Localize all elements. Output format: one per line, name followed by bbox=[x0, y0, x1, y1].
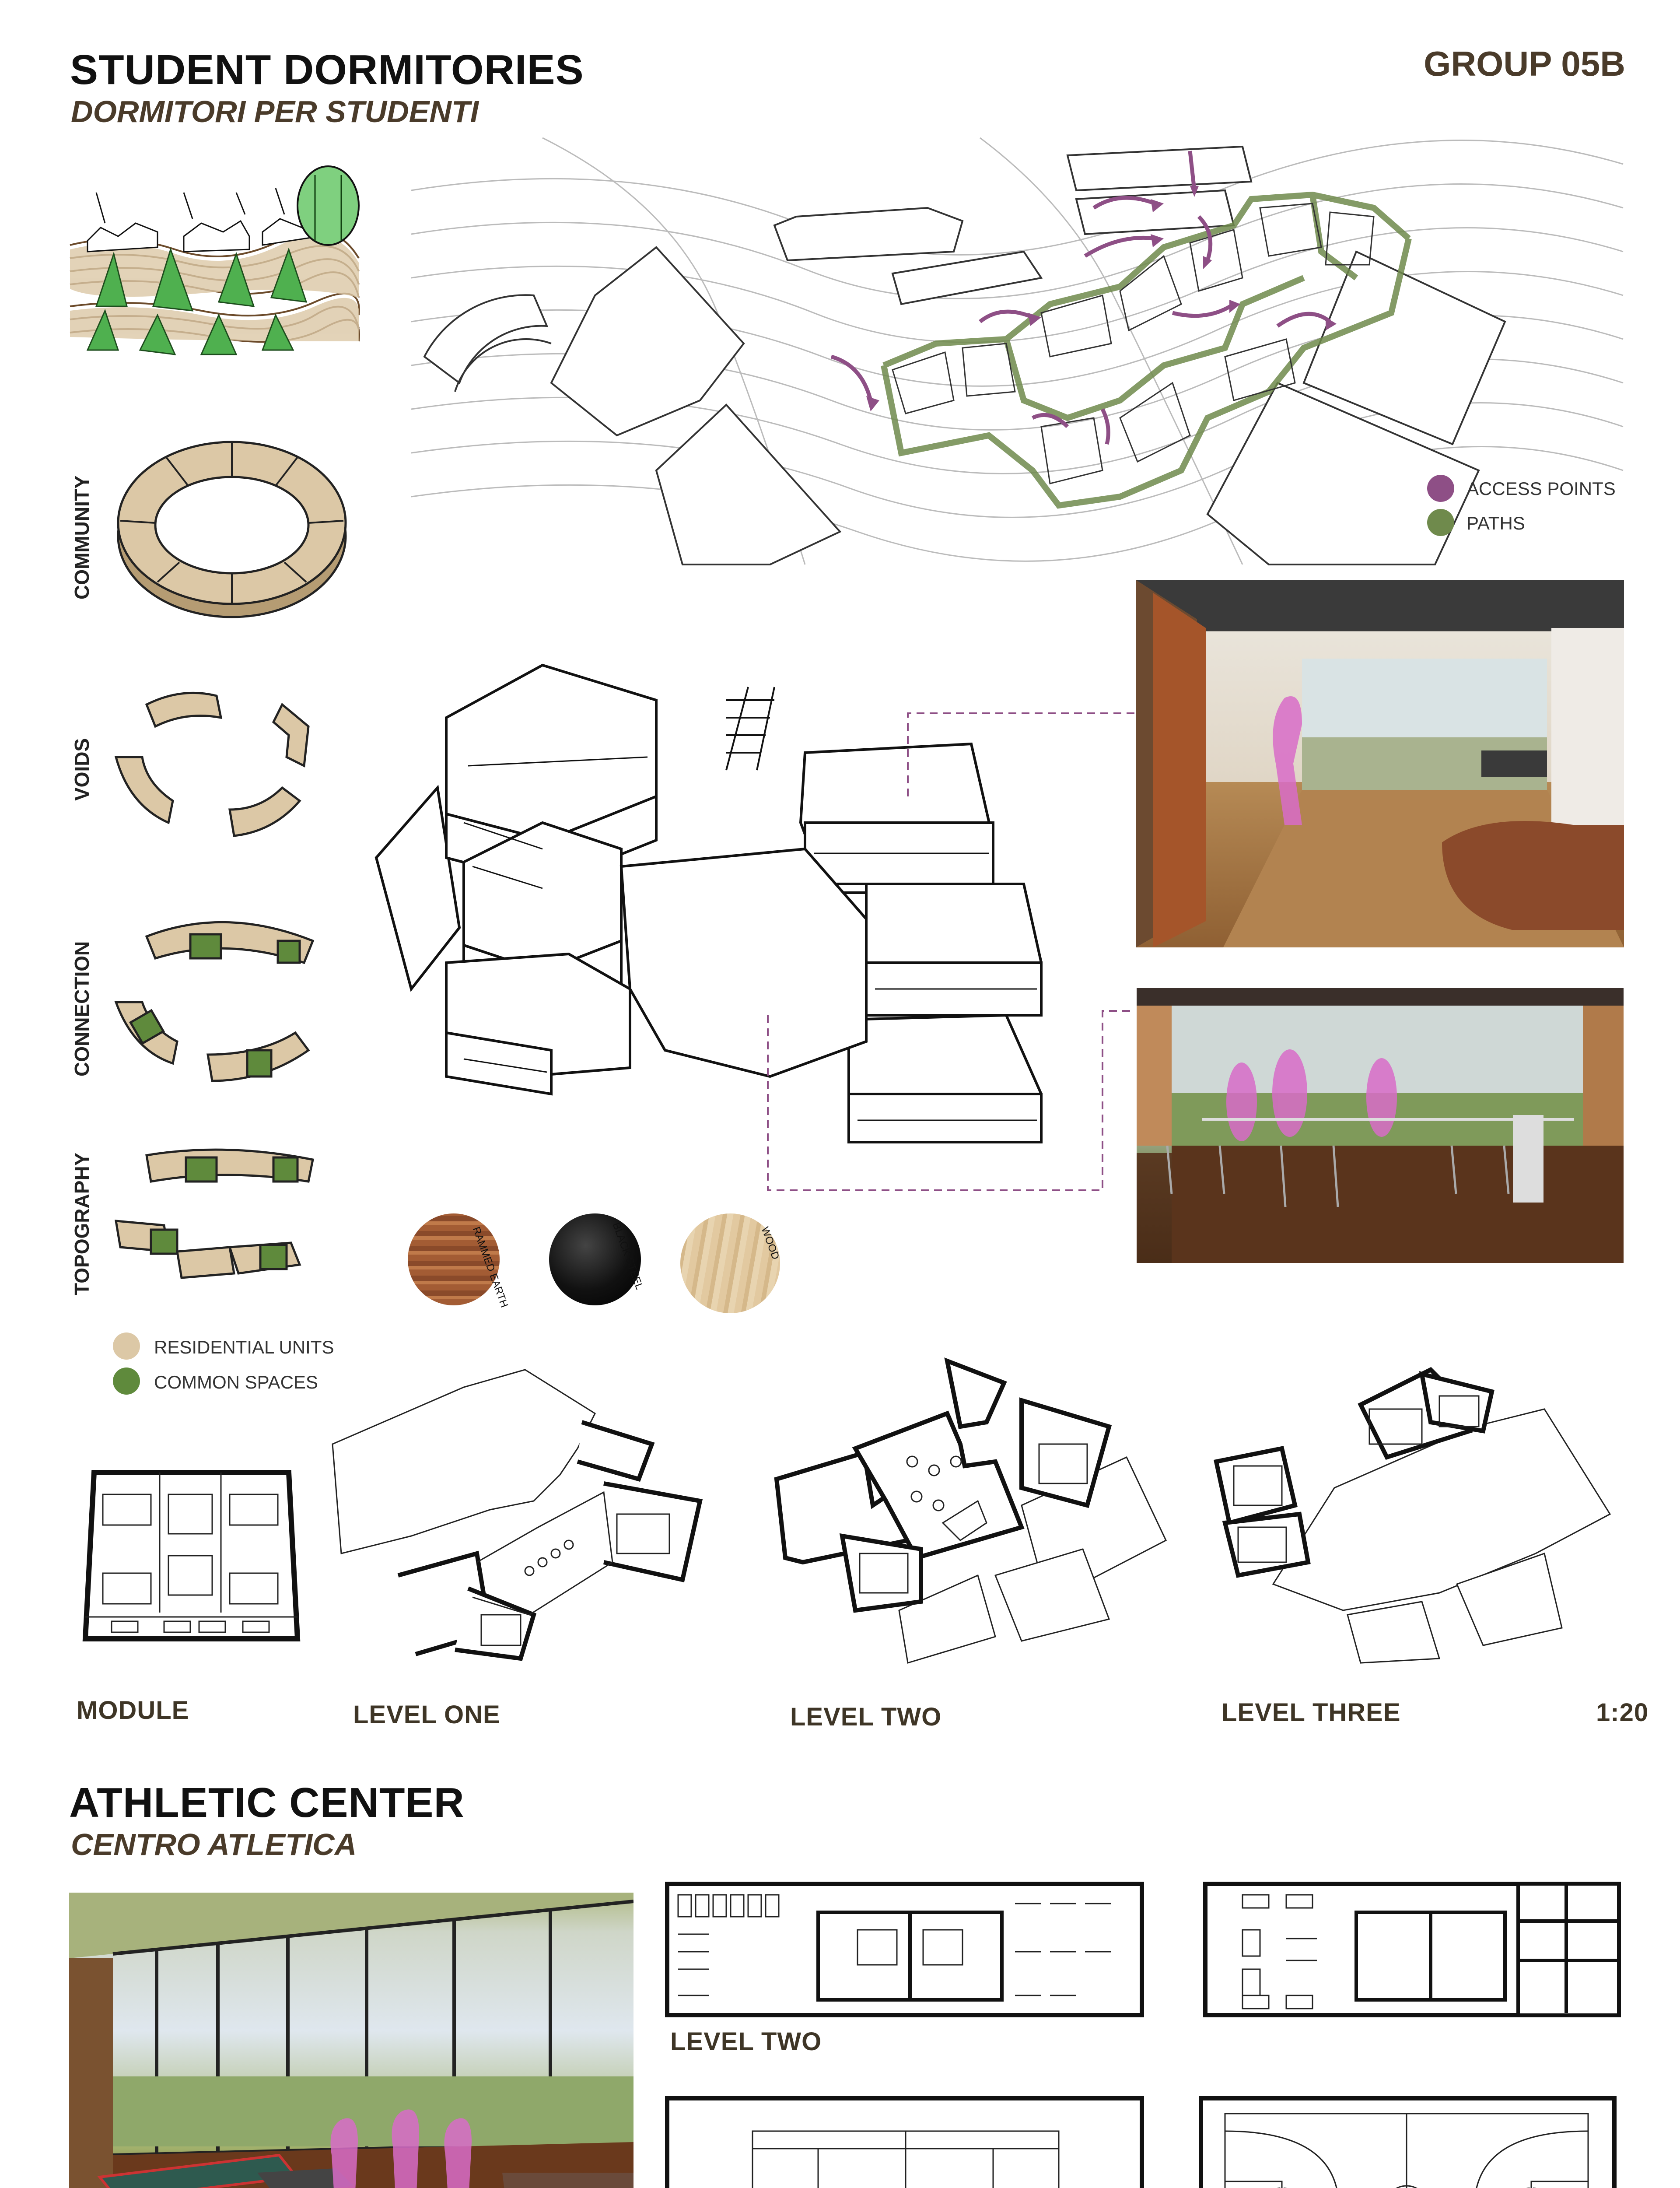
common-spaces-label: COMMON SPACES bbox=[154, 1372, 318, 1392]
page-title: STUDENT DORMITORIES bbox=[70, 46, 584, 93]
voids-diagram bbox=[112, 678, 348, 853]
athletic-level-one-tennis-plan bbox=[665, 2096, 1146, 2188]
module-plan bbox=[85, 1468, 298, 1643]
rammed-earth-label: RAMMED EARTH bbox=[470, 1225, 511, 1309]
athletic-level-two-plan bbox=[665, 1882, 1146, 2022]
wood-label: WOOD bbox=[759, 1225, 782, 1261]
community-ring-diagram bbox=[114, 438, 350, 621]
group-label: GROUP 05B bbox=[1424, 44, 1625, 83]
label-connection: CONNECTION bbox=[70, 941, 93, 1076]
label-community: COMMUNITY bbox=[70, 475, 93, 600]
render-common-room bbox=[1137, 988, 1624, 1263]
access-points-swatch bbox=[1427, 475, 1454, 502]
connection-diagram bbox=[112, 910, 348, 1098]
page-subtitle: DORMITORI PER STUDENTI bbox=[71, 95, 479, 129]
athletic-level-one-basketball-plan bbox=[1199, 2096, 1619, 2188]
paths-swatch bbox=[1427, 509, 1454, 536]
scale-label: 1:20 bbox=[1596, 1698, 1649, 1727]
label-topography: TOPOGRAPHY bbox=[70, 1152, 93, 1295]
athletic-level-two-plan-b bbox=[1203, 1882, 1623, 2022]
topography-section-sketch bbox=[70, 166, 359, 363]
level-one-label: LEVEL ONE bbox=[353, 1701, 500, 1729]
paths-label: PATHS bbox=[1466, 513, 1525, 533]
level-two-plan bbox=[777, 1357, 1170, 1672]
athletic-level-two-label: LEVEL TWO bbox=[670, 2027, 822, 2056]
level-three-label: LEVEL THREE bbox=[1222, 1698, 1401, 1727]
residential-units-swatch bbox=[113, 1332, 140, 1360]
black-steel-label: BLACK STEEL bbox=[610, 1221, 646, 1291]
render-athletic-interior bbox=[69, 1893, 634, 2188]
callout-lines bbox=[766, 709, 1138, 1199]
residential-units-label: RESIDENTIAL UNITS bbox=[154, 1337, 334, 1357]
render-bedroom bbox=[1136, 580, 1624, 947]
module-label: MODULE bbox=[77, 1696, 189, 1725]
level-one-plan bbox=[332, 1370, 718, 1676]
athletic-title: ATHLETIC CENTER bbox=[69, 1779, 465, 1826]
level-three-plan bbox=[1212, 1357, 1610, 1663]
label-voids: VOIDS bbox=[70, 738, 93, 801]
level-two-label: LEVEL TWO bbox=[790, 1703, 942, 1731]
access-points-label: ACCESS POINTS bbox=[1466, 478, 1616, 499]
athletic-subtitle: CENTRO ATLETICA bbox=[71, 1827, 357, 1862]
topography-diagram bbox=[112, 1142, 348, 1308]
common-spaces-swatch bbox=[113, 1368, 140, 1395]
